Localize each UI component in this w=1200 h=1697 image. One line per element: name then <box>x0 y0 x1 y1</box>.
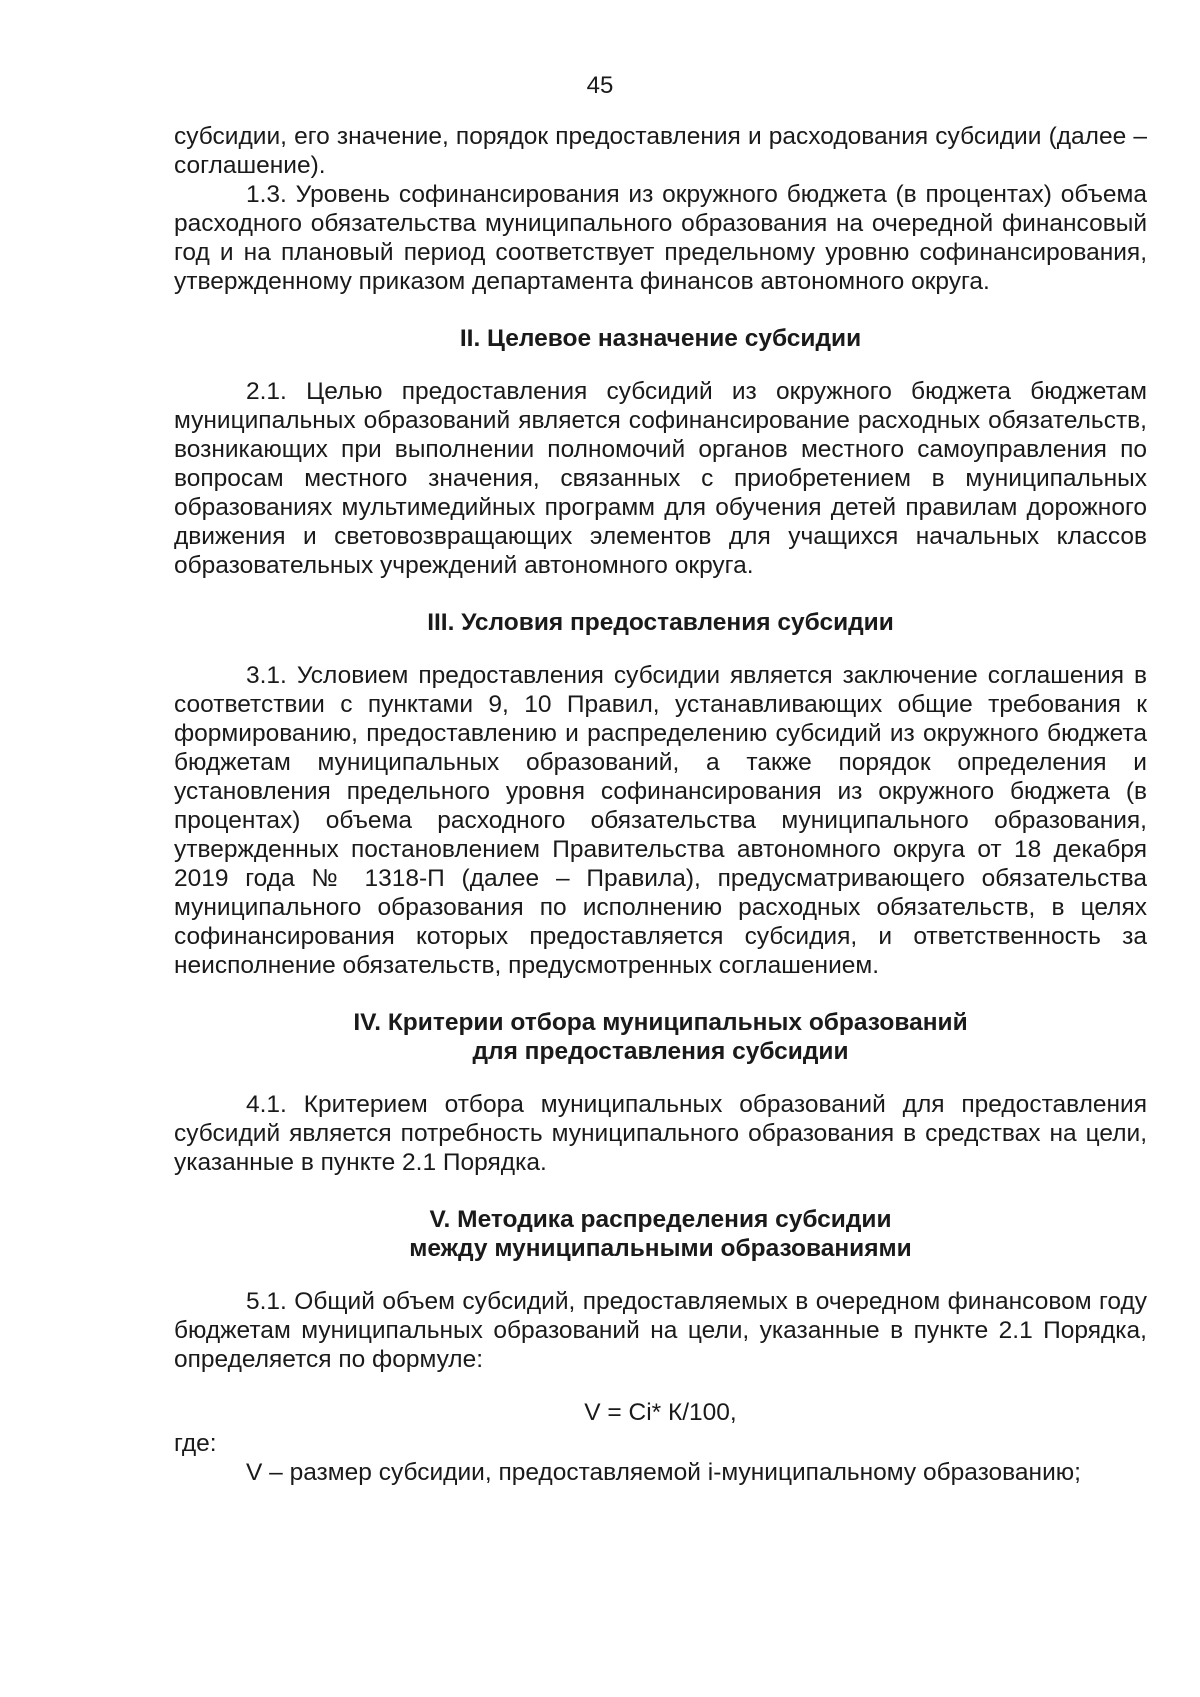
paragraph-2-1: 2.1. Целью предоставления субсидий из окружного бюджета бюджетам муниципальных образований является софинансирование расходных обязательств, возникающих при выполнении полномочий органов местного самоуправления по вопросам местного значения, связанных с приобретением в муниципальных образованиях мультимедийных программ для обучения детей правилам дорожного движения и световозвращающих элементов для учащихся начальных классов образовательных учреждений автономного округа. <box>174 378 1147 579</box>
paragraph-5-1: 5.1. Общий объем субсидий, предоставляемых в очередном финансовом году бюджетам муниципальных образований на цели, указанные в пункте 2.1 Порядка, определяется по формуле: <box>174 1288 1147 1373</box>
paragraph-1-3: 1.3. Уровень софинансирования из окружного бюджета (в процентах) объема расходного обязательства муниципального образования на очередной финансовый год и на плановый период соответствует предельному уровню софинансирования, утвержденному приказом департамента финансов автономного округа. <box>174 181 1147 295</box>
paragraph-4-1: 4.1. Критерием отбора муниципальных образований для предоставления субсидий является потребность муниципального образования в средствах на цели, указанные в пункте 2.1 Порядка. <box>174 1091 1147 1176</box>
document-body <box>174 122 1147 1487</box>
where-label: где: <box>174 1430 217 1457</box>
page-number: 45 <box>586 72 614 99</box>
section-heading-5-line2: между муниципальными образованиями <box>409 1235 912 1262</box>
section-heading-5-line1: V. Методика распределения субсидии <box>429 1206 892 1233</box>
paragraph-3-1: 3.1. Условием предоставления субсидии является заключение соглашения в соответствии с пунктами 9, 10 Правил, устанавливающих общие требования к формированию, предоставлению и распределению субсидий из окружного бюджета бюджетам муниципальных образований, а также порядок определения и установления предельного уровня софинансирования из окружного бюджета (в процентах) объема расходного обязательства муниципального образования, утвержденных постановлением Правительства автономного округа от 18 декабря 2019 года № 1318-П (далее – Правила), предусматривающего обязательства муниципального образования по исполнению расходных обязательств, в целях софинансирования которых предоставляется субсидия, и ответственность за неисполнение обязательств, предусмотренных соглашением. <box>174 662 1147 979</box>
section-heading-4-line1: IV. Критерии отбора муниципальных образований <box>353 1009 968 1036</box>
section-heading-4-line2: для предоставления субсидии <box>472 1038 849 1065</box>
definition-v: V – размер субсидии, предоставляемой i-муниципальному образованию; <box>246 1459 1081 1486</box>
section-heading-3: III. Условия предоставления субсидии <box>427 609 894 636</box>
paragraph-intro: субсидии, его значение, порядок предоставления и расходования субсидии (далее – соглашение). <box>174 123 1147 179</box>
section-heading-2: II. Целевое назначение субсидии <box>459 325 862 352</box>
formula: V = Ci* К/100, <box>584 1399 737 1426</box>
